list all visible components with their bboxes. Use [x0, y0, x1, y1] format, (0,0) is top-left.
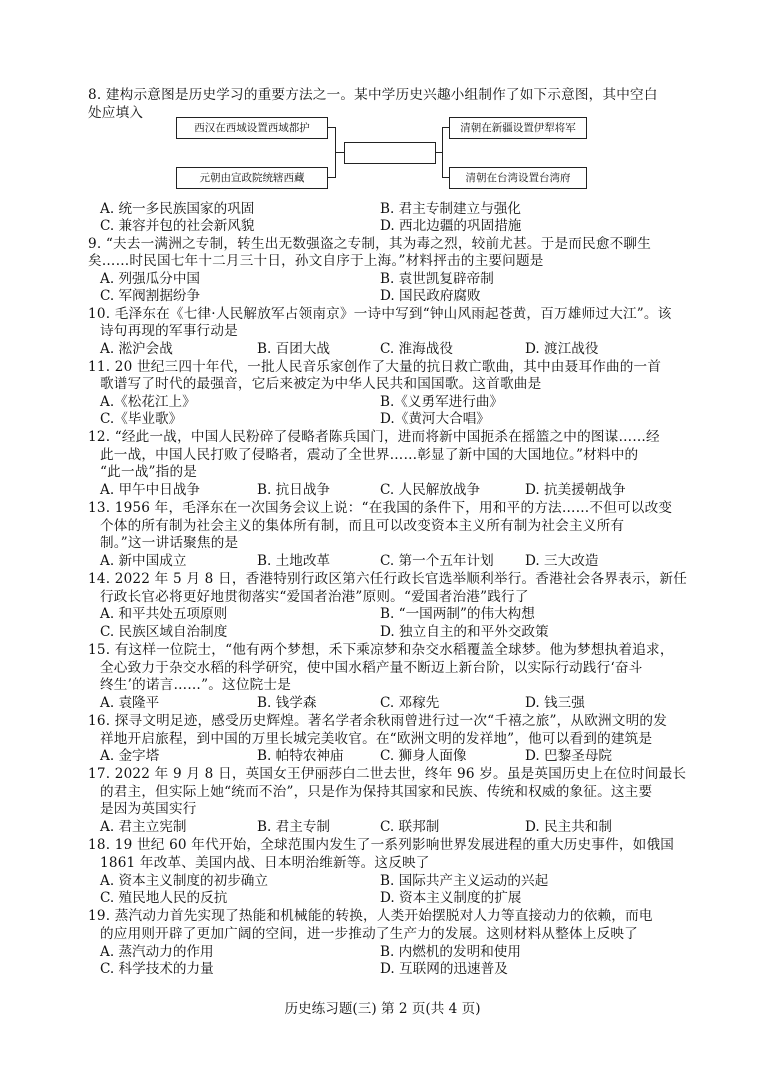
- question-18-stem-line-2: 1861 年改革、美国内战、日本明治维新等。这反映了: [100, 855, 430, 871]
- question-8-option-d: D. 西北边疆的巩固措施: [380, 218, 522, 234]
- question-19-stem-line-2: 的应用则开辟了更加广阔的空间，进一步推动了生产力的发展。这则材料从整体上反映了: [100, 926, 638, 942]
- question-17-stem-line-3: 是因为英国实行: [100, 801, 197, 817]
- connector: [327, 177, 335, 178]
- question-12-option-c: C. 人民解放战争: [380, 482, 481, 498]
- question-8-option-a: A. 统一多民族国家的巩固: [100, 201, 255, 217]
- diagram-box-left-bottom: 元朝由宣政院统辖西藏: [176, 167, 328, 189]
- question-16-option-d: D. 巴黎圣母院: [525, 748, 613, 764]
- question-17-option-c: C. 联邦制: [380, 819, 440, 835]
- diagram-box-left-top: 西汉在西域设置西域都护: [176, 117, 328, 139]
- question-18-option-d: D. 资本主义制度的扩展: [380, 890, 522, 906]
- connector: [327, 127, 335, 128]
- question-12-stem-line-3: “此一战”指的是: [100, 464, 198, 480]
- diagram-box-center-blank: [344, 142, 436, 164]
- question-9-stem-line-2: 矣……时民国七年十二月三十日，孙文自序于上海。”材料抨击的主要问题是: [88, 253, 544, 269]
- question-13-stem-line-3: 制。”这一讲话聚焦的是: [100, 535, 239, 551]
- question-12-option-a: A. 甲午中日战争: [100, 482, 201, 498]
- question-18-stem-line-1: 18. 19 世纪 60 年代开始，全球范围内发生了一系列影响世界发展进程的重大历史事件，如俄国: [88, 837, 675, 853]
- question-18-option-a: A. 资本主义制度的初步确立: [100, 873, 268, 889]
- question-17-stem-line-2: 的君主，但实际上她“统而不治”，只是作为保持其国家和民族、传统和权威的象征。这主要: [100, 784, 653, 800]
- question-19-option-d: D. 互联网的迅速普及: [380, 961, 508, 977]
- question-13-option-d: D. 三大改造: [525, 553, 599, 569]
- question-11-stem-line-2: 歌谱写了时代的最强音，它后来被定为中华人民共和国国歌。这首歌曲是: [100, 376, 542, 392]
- question-11-option-c: C.《毕业歌》: [100, 411, 183, 427]
- question-16-stem-line-1: 16. 探寻文明足迹，感受历史辉煌。著名学者余秋雨曾进行过一次“千禧之旅”，从欧洲文明的发: [88, 713, 667, 729]
- question-15-stem-line-1: 15. 有这样一位院士，“他有两个梦想，禾下乘凉梦和杂交水稻覆盖全球梦。他为梦想执着追求，: [88, 642, 674, 658]
- question-13-option-b: B. 土地改革: [257, 553, 331, 569]
- question-17-option-a: A. 君主立宪制: [100, 819, 187, 835]
- question-15-stem-line-3: 终生’的诺言……”。这位院士是: [100, 677, 291, 693]
- concept-diagram: [176, 113, 594, 193]
- diagram-box-right-top: 清朝在新疆设置伊犁将军: [449, 117, 587, 139]
- question-18-option-c: C. 殖民地人民的反抗: [100, 890, 228, 906]
- question-10-stem-line-2: 诗句再现的军事行动是: [100, 323, 238, 339]
- question-14-option-a: A. 和平共处五项原则: [100, 606, 228, 622]
- question-19-option-c: C. 科学技术的力量: [100, 961, 214, 977]
- connector: [442, 127, 449, 128]
- connector: [442, 177, 449, 178]
- question-15-option-b: B. 钱学森: [257, 695, 317, 711]
- question-10-option-c: C. 淮海战役: [380, 341, 453, 357]
- page-footer: 历史练习题(三) 第 2 页(共 4 页): [284, 1001, 481, 1017]
- question-19-option-a: A. 蒸汽动力的作用: [100, 944, 214, 960]
- question-12-option-d: D. 抗美援朝战争: [525, 482, 626, 498]
- question-9-option-a: A. 列强瓜分中国: [100, 271, 201, 287]
- question-15-stem-line-2: 全心致力于杂交水稻的科学研究，使中国水稻产量不断迈上新台阶，以实际行动践行‘奋斗: [100, 660, 643, 676]
- question-9-stem-line-1: 9. “夫去一满洲之专制，转生出无数强盗之专制，其为毒之烈，较前尤甚。于是而民愈不聊生: [88, 236, 651, 252]
- question-19-option-b: B. 内燃机的发明和使用: [380, 944, 521, 960]
- question-16-option-c: C. 狮身人面像: [380, 748, 467, 764]
- question-15-option-d: D. 钱三强: [525, 695, 585, 711]
- question-14-stem-line-2: 行政长官必将更好地贯彻落实“爱国者治港”原则。“爱国者治港”践行了: [100, 589, 529, 605]
- question-19-stem-line-1: 19. 蒸汽动力首先实现了热能和机械能的转换，人类开始摆脱对人力等直接动力的依赖，而电: [88, 908, 653, 924]
- question-13-option-a: A. 新中国成立: [100, 553, 187, 569]
- question-11-option-b: B.《义勇军进行曲》: [380, 394, 504, 410]
- question-14-stem-line-1: 14. 2022 年 5 月 8 日，香港特别行政区第六任行政长官选举顺利举行。香港社会各界表示，新任: [88, 571, 688, 587]
- connector: [435, 152, 442, 153]
- diagram-box-right-bottom: 清朝在台湾设置台湾府: [449, 167, 587, 189]
- question-11-option-d: D.《黄河大合唱》: [380, 411, 490, 427]
- question-17-option-d: D. 民主共和制: [525, 819, 613, 835]
- question-16-option-b: B. 帕特农神庙: [257, 748, 344, 764]
- question-13-stem-line-1: 13. 1956 年，毛泽东在一次国务会议上说：“在我国的条件下，用和平的方法……不但可以改变: [88, 500, 673, 516]
- question-8-option-b: B. 君主专制建立与强化: [380, 201, 521, 217]
- question-13-option-c: C. 第一个五年计划: [380, 553, 494, 569]
- question-9-option-b: B. 袁世凯复辟帝制: [380, 271, 494, 287]
- question-15-option-a: A. 袁隆平: [100, 695, 160, 711]
- question-16-stem-line-2: 祥地开启旅程，到中国的万里长城完美收官。在“欧洲文明的发祥地”，他可以看到的建筑是: [100, 731, 653, 747]
- question-8-stem-line-1: 8. 建构示意图是历史学习的重要方法之一。某中学历史兴趣小组制作了如下示意图，其中空白: [88, 87, 658, 103]
- question-10-stem-line-1: 10. 毛泽东在《七律·人民解放军占领南京》一诗中写到“钟山风雨起苍黄，百万雄师过大江”。该: [88, 306, 672, 322]
- question-10-option-a: A. 淞沪会战: [100, 341, 173, 357]
- question-17-option-b: B. 君主专制: [257, 819, 331, 835]
- question-17-stem-line-1: 17. 2022 年 9 月 8 日，英国女王伊丽莎白二世去世，终年 96 岁。虽是英国历史上在位时间最长: [88, 766, 687, 782]
- question-15-option-c: C. 邓稼先: [380, 695, 440, 711]
- question-12-stem-line-2: 此一战，中国人民打败了侵略者，震动了全世界……彰显了新中国的大国地位。”材料中的: [100, 447, 639, 463]
- question-14-option-d: D. 独立自主的和平外交政策: [380, 624, 549, 640]
- question-10-option-d: D. 渡江战役: [525, 341, 599, 357]
- question-16-option-a: A. 金字塔: [100, 748, 160, 764]
- question-14-option-b: B. “一国两制”的伟大构想: [380, 606, 535, 622]
- question-9-option-c: C. 军阀割据纷争: [100, 288, 201, 304]
- connector: [335, 152, 344, 153]
- question-11-option-a: A.《松花江上》: [100, 394, 196, 410]
- question-18-option-b: B. 国际共产主义运动的兴起: [380, 873, 549, 889]
- question-10-option-b: B. 百团大战: [257, 341, 331, 357]
- question-9-option-d: D. 国民政府腐败: [380, 288, 481, 304]
- question-13-stem-line-2: 个体的所有制为社会主义的集体所有制，而且可以改变资本主义所有制为社会主义所有: [100, 518, 625, 534]
- question-8-stem-line-2: 处应填入: [88, 105, 144, 121]
- question-8-option-c: C. 兼容并包的社会新风貌: [100, 218, 255, 234]
- question-11-stem-line-1: 11. 20 世纪三四十年代，一批人民音乐家创作了大量的抗日救亡歌曲，其中由聂耳作曲的一首: [88, 359, 662, 375]
- connector: [442, 127, 443, 178]
- question-14-option-c: C. 民族区域自治制度: [100, 624, 228, 640]
- question-12-stem-line-1: 12. “经此一战，中国人民粉碎了侵略者陈兵国门，进而将新中国扼杀在摇篮之中的图谋……经: [88, 429, 660, 445]
- question-12-option-b: B. 抗日战争: [257, 482, 331, 498]
